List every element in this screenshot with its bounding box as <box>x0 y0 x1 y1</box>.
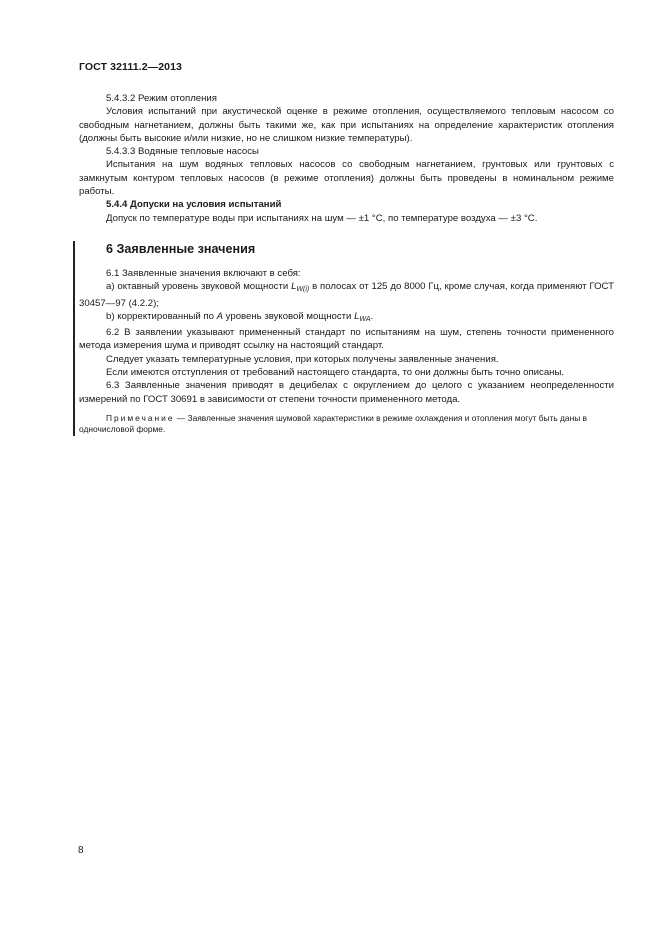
para-6-3: 6.3 Заявленные значения приводят в децибелах с округлением до целого с указанием неопределенности измерений по ГОСТ 30691 в зависимости от степени точности примененного метода. <box>79 380 614 405</box>
note-label: Примечание <box>106 412 175 423</box>
section-6-title: 6 Заявленные значения <box>106 241 256 256</box>
subsection-5-4-4-title: 5.4.4 Допуски на условия испытаний <box>106 199 282 211</box>
revision-bar <box>73 241 75 436</box>
subsection-5-4-3-3-title: 5.4.3.3 Водяные тепловые насосы <box>106 146 259 158</box>
document-header: ГОСТ 32111.2—2013 <box>79 61 182 73</box>
subsection-5-4-4-text: Допуск по температуре воды при испытаниях на шум — ±1 °C, по температуре воздуха — ±3 °C. <box>106 212 538 224</box>
subsection-5-4-3-2-title: 5.4.3.2 Режим отопления <box>106 93 217 104</box>
subsection-5-4-3-2-text: Условия испытаний при акустической оценке в режиме отопления, осуществляемого тепловым насосом со свободным нагнетанием, должны быть такими же, как при испытаниях на определение характеристик отопления (должны быть высокие и/или низкие, но не слишком низкие температуры). <box>79 106 614 144</box>
para-6-2: 6.2 В заявлении указывают примененный стандарт по испытаниям на шум, степень точности примененного метода измерения шума и приводят ссылку на настоящий стандарт. <box>79 327 614 352</box>
para-6-1: 6.1 Заявленные значения включают в себя: <box>106 267 301 279</box>
para-6-2-temperature: Следует указать температурные условия, при которых получены заявленные значения. <box>106 353 499 365</box>
note-text: — Заявленные значения шумовой характеристики в режиме охлаждения и отопления могут быть даны в одночисловой форме. <box>79 412 588 435</box>
section-6 <box>79 241 614 436</box>
para-6-2-deviations: Если имеются отступления от требований настоящего стандарта, то они должны быть точно описаны. <box>106 367 565 379</box>
page-content <box>79 92 614 436</box>
list-item-a: a) октавный уровень звуковой мощности $L_{W(i)}$ в полосах от 125 до 8000 Гц, кроме случая, когда применяют ГОСТ 30457—97 (4.2.2); <box>79 281 615 309</box>
subsection-5-4-3-3-text: Испытания на шум водяных тепловых насосов со свободным нагнетанием, грунтовых или грунтовых с замкнутым контуром тепловых насосов (в режиме отопления) должны быть проведены в номинальном режиме работы. <box>79 159 614 198</box>
page-number: 8 <box>78 845 84 856</box>
list-item-b: b) корректированный по A уровень звуковой мощности $L_{WA}$. <box>106 310 374 323</box>
note <box>79 413 614 436</box>
